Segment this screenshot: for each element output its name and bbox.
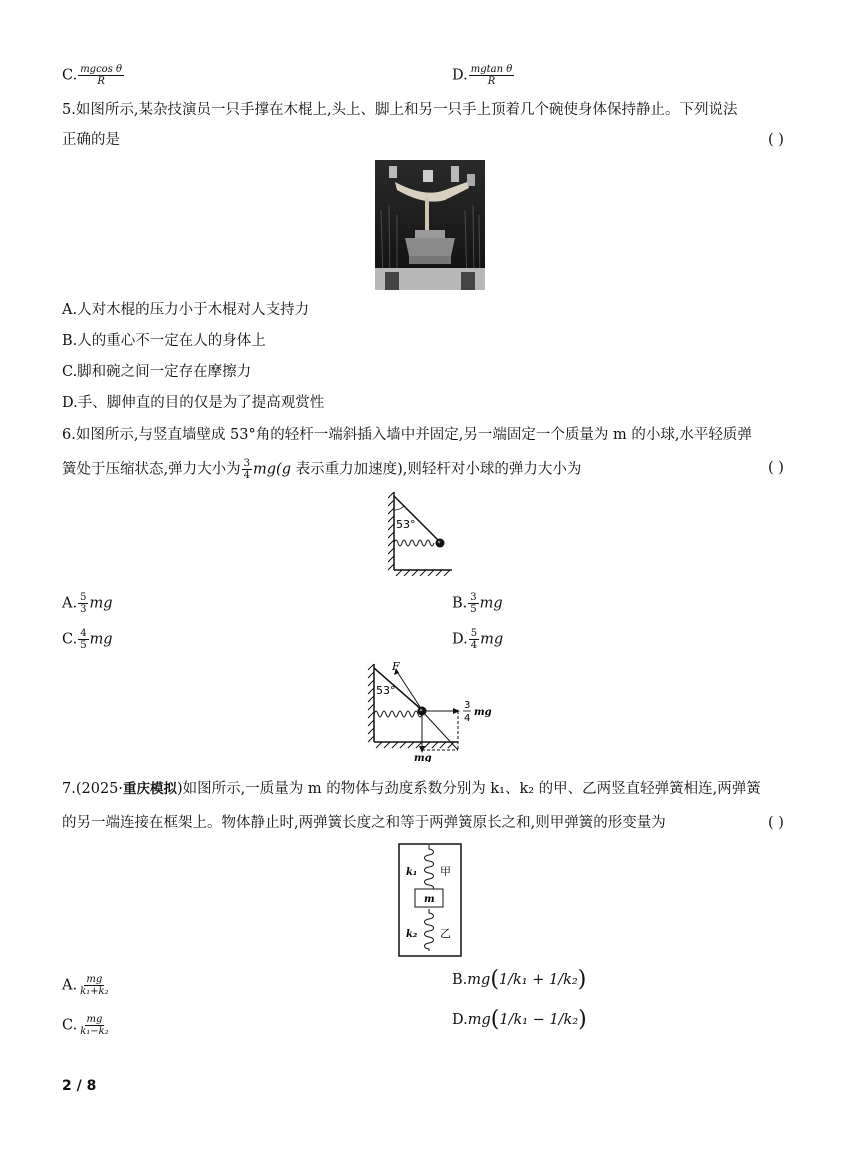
q6-option-b: B. $\frac{3}{5}$ mg <box>452 592 503 615</box>
q7-stem-line2: 的另一端连接在框架上。物体静止时,两弹簧长度之和等于两弹簧原长之和,则甲弹簧的形变量为 <box>62 815 666 831</box>
q6-answer-bracket: ( ) <box>768 460 784 476</box>
q5-stem-line1: 5.如图所示,某杂技演员一只手撑在木棍上,头上、脚上和另一只手上顶着几个碗使身体保持静止。下列说法 <box>62 102 738 118</box>
mass-label: m <box>424 894 435 905</box>
q5-stem-line2: 正确的是 <box>62 132 120 148</box>
q5-answer-bracket: ( ) <box>768 132 784 148</box>
rod-spring-diagram <box>388 490 454 576</box>
q5-option-c: C.脚和碗之间一定存在摩擦力 <box>62 364 252 380</box>
q7-source: 重庆模拟 <box>123 781 178 797</box>
q7-option-c: C. $\frac{mg}{\text{k₁−k₂}}$ <box>62 1014 109 1037</box>
q6-option-c: C. $\frac{4}{5}$ mg <box>62 628 113 651</box>
jia-label: 甲 <box>440 865 451 878</box>
weight-label: mg <box>414 753 432 762</box>
angle-label-2: 53° <box>376 684 396 697</box>
spring-force-num: 3 <box>464 700 471 711</box>
q6-stem-line2: 簧处于压缩状态,弹力大小为 $\frac{3}{4}$ mg(g 表示重力加速度),则轻杆对小球的弹力大小为 <box>62 458 582 481</box>
spring-force-den: 4 <box>464 713 471 724</box>
q7-option-b: B.mg(1/k₁ + 1/k₂) <box>452 967 587 992</box>
force-f-label: F <box>392 660 400 673</box>
angle-label: 53° <box>396 518 416 531</box>
acrobat-photo <box>375 160 485 290</box>
q7-option-d: D.mg(1/k₁ − 1/k₂) <box>452 1007 587 1032</box>
spring-frame-diagram <box>398 843 462 957</box>
q6-option-a: A. $\frac{5}{3}$ mg <box>62 592 113 615</box>
k1-label: k₁ <box>406 867 418 878</box>
page-number: 2 / 8 <box>62 1078 97 1094</box>
q5-option-d: D.手、脚伸直的目的仅是为了提高观赏性 <box>62 395 325 411</box>
q7-option-a: A. $\frac{mg}{\text{k₁+k₂}}$ <box>62 974 109 997</box>
q5-option-a: A.人对木棍的压力小于木棍对人支持力 <box>62 302 310 318</box>
q7-answer-bracket: ( ) <box>768 815 784 831</box>
q5-option-b: B.人的重心不一定在人的身体上 <box>62 333 266 349</box>
k2-label: k₂ <box>406 929 418 940</box>
spring-force-mg: mg <box>474 707 492 718</box>
q7-stem-line1: 7.(2025·重庆模拟)如图所示,一质量为 m 的物体与劲度系数分别为 k₁、k₂ 的甲、乙两竖直轻弹簧相连,两弹簧 <box>62 781 761 797</box>
option-c-prev: C. $\frac{\text{mgcos θ}}{R}$ <box>62 64 123 87</box>
yi-label: 乙 <box>440 927 451 940</box>
q6-option-d: D. $\frac{5}{4}$ mg <box>452 628 504 651</box>
option-d-prev: D. $\frac{\text{mgtan θ}}{R}$ <box>452 64 513 87</box>
force-analysis-diagram <box>366 658 500 762</box>
q6-stem-line1: 6.如图所示,与竖直墙壁成 53°角的轻杆一端斜插入墙中并固定,另一端固定一个质量为 m 的小球,水平轻质弹 <box>62 427 752 443</box>
